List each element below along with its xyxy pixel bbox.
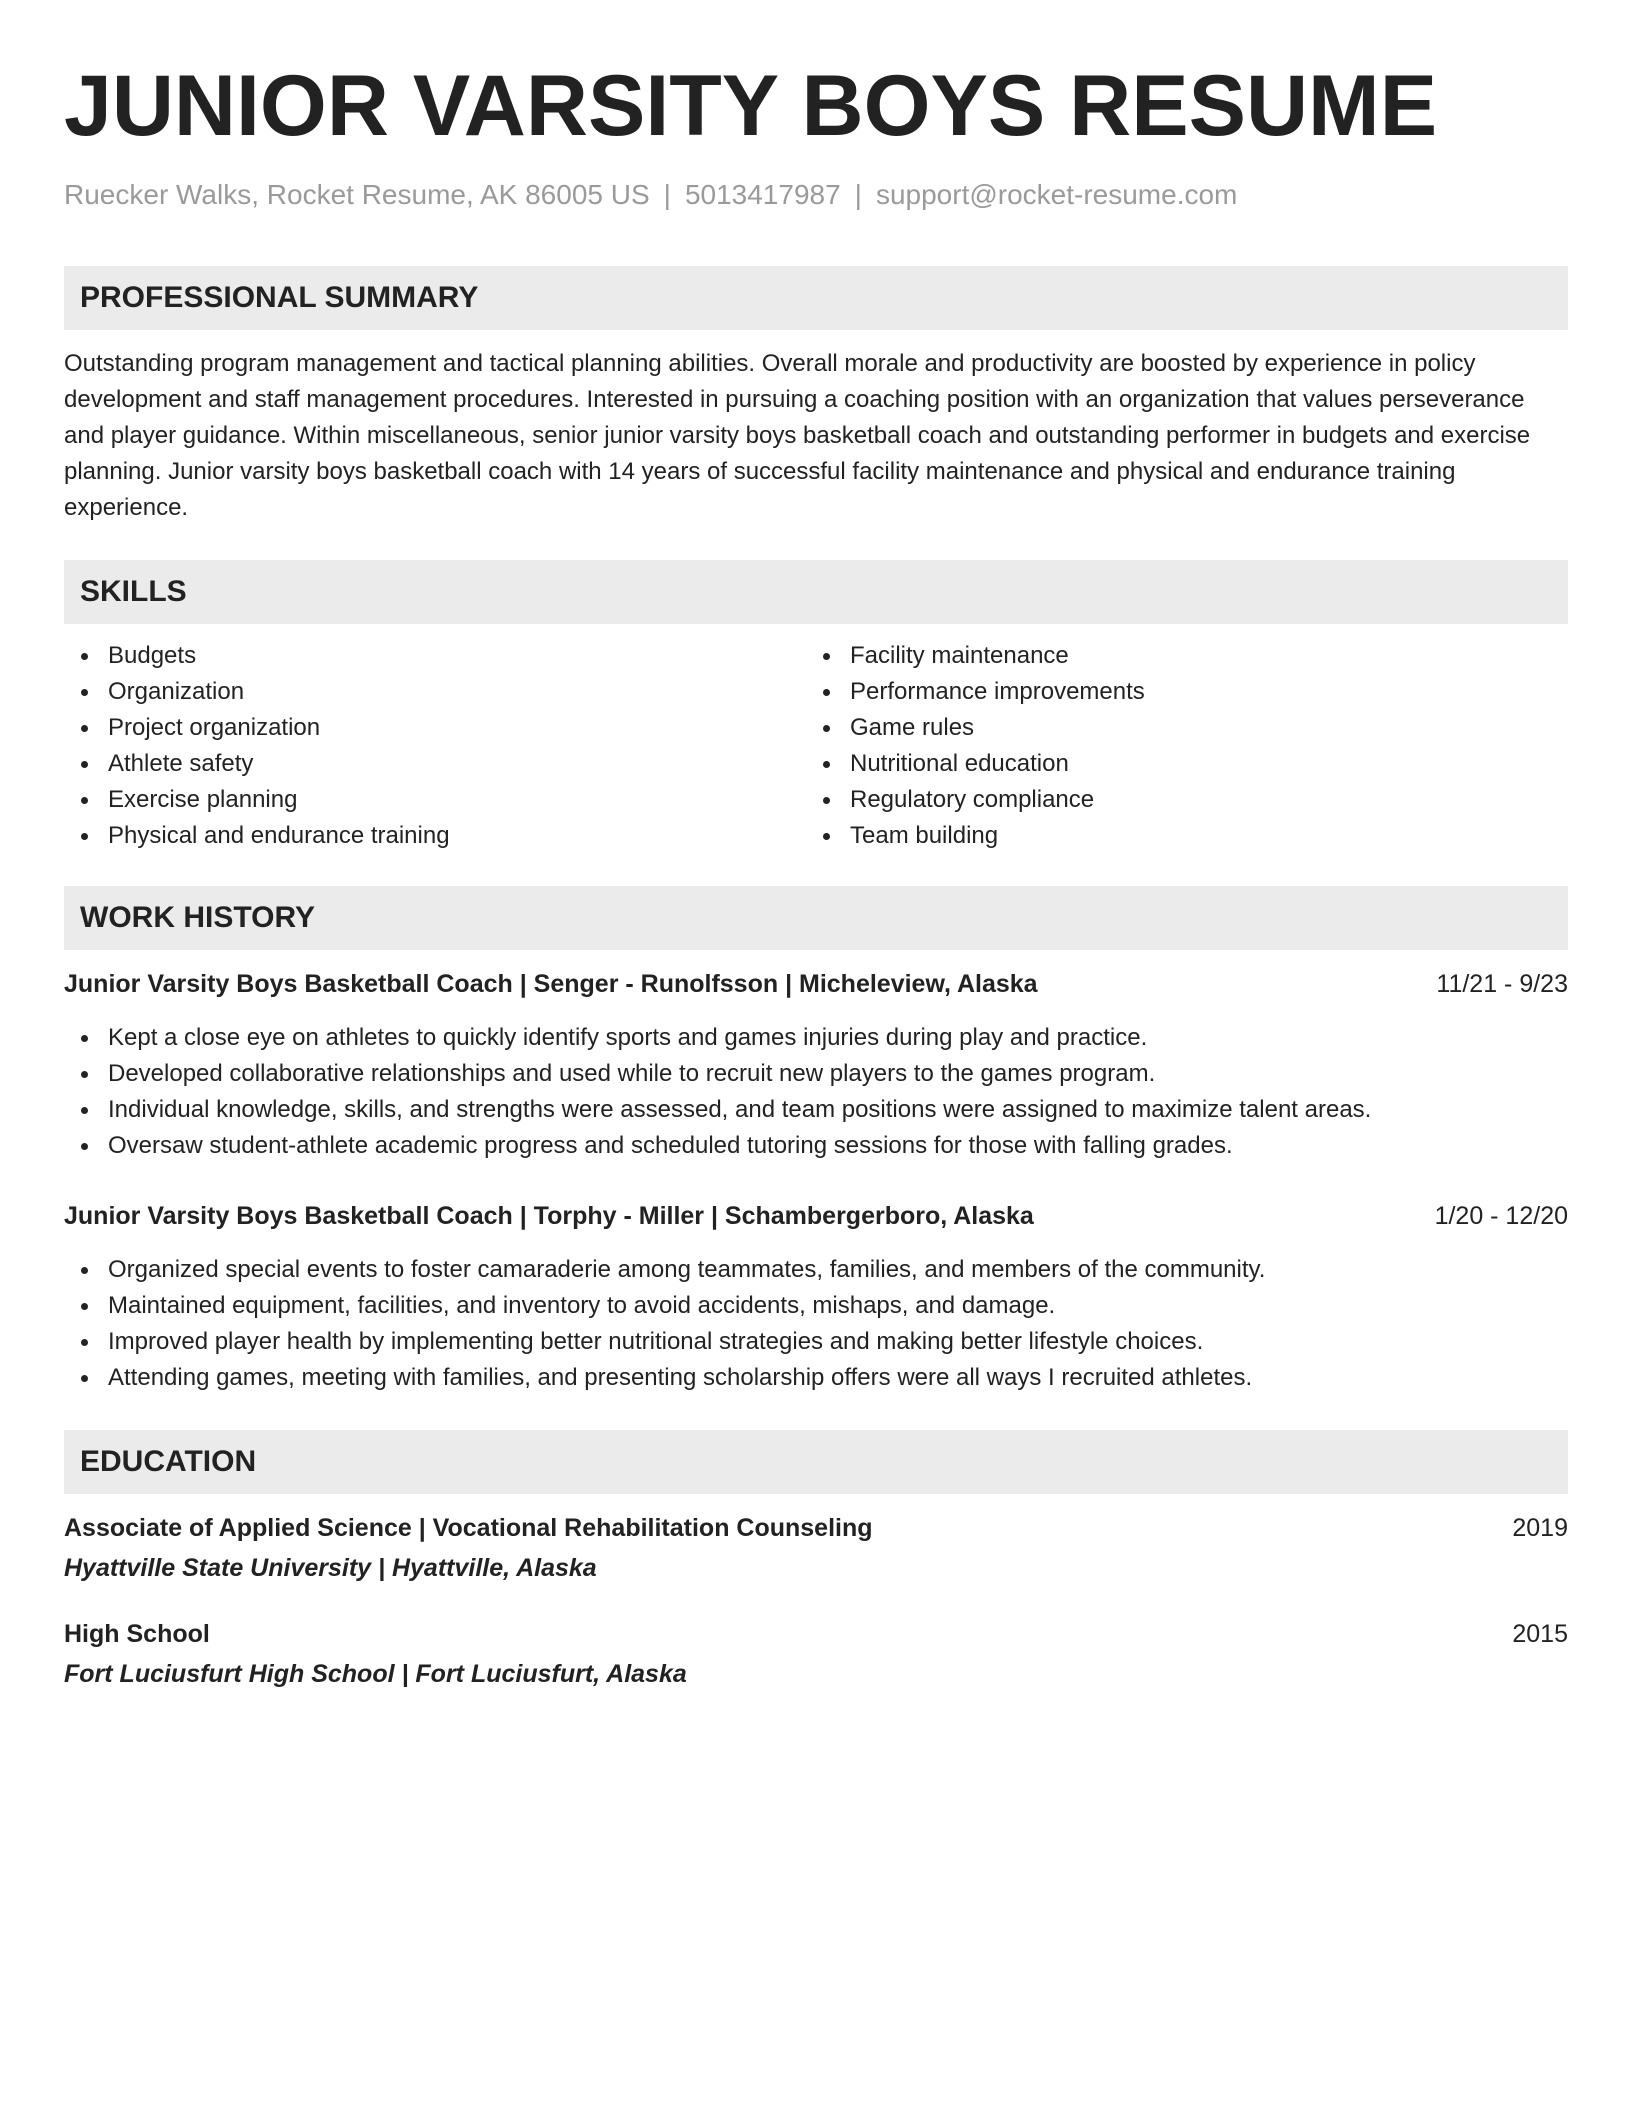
contact-email: support@rocket-resume.com (875, 179, 1238, 210)
education-section-header (64, 1430, 1568, 1494)
skill-item: Nutritional education (806, 746, 1548, 782)
education-entry (64, 1510, 1568, 1586)
job-bullet: Improved player health by implementing better nutritional strategies and making better lifestyle choices. (64, 1324, 1568, 1360)
contact-line (64, 178, 1568, 212)
job-bullets (64, 1020, 1568, 1164)
job-entry (64, 966, 1568, 1164)
skills-column-left (64, 638, 806, 854)
job-header (64, 1198, 1568, 1234)
job-bullet: Kept a close eye on athletes to quickly identify sports and games injuries during play and practice. (64, 1020, 1568, 1056)
job-title: Junior Varsity Boys Basketball Coach | Torphy - Miller | Schambergerboro, Alaska (64, 1202, 1034, 1230)
education-entry (64, 1616, 1568, 1692)
skill-item: Exercise planning (64, 782, 806, 818)
job-dates: 11/21 - 9/23 (1436, 970, 1568, 998)
skill-item: Athlete safety (64, 746, 806, 782)
job-bullet: Maintained equipment, facilities, and inventory to avoid accidents, mishaps, and damage. (64, 1288, 1568, 1324)
skill-item: Facility maintenance (806, 638, 1548, 674)
skill-item: Performance improvements (806, 674, 1548, 710)
contact-separator: | (663, 179, 671, 210)
education-school: Fort Luciusfurt High School | Fort Luciusfurt, Alaska (64, 1660, 687, 1688)
skill-item: Budgets (64, 638, 806, 674)
summary-heading: PROFESSIONAL SUMMARY (80, 281, 479, 314)
education-year: 2019 (1512, 1514, 1568, 1542)
work-section-header (64, 886, 1568, 950)
resume-page (64, 0, 1568, 1692)
summary-section-header (64, 266, 1568, 330)
job-bullet: Individual knowledge, skills, and strengths were assessed, and team positions were assigned to maximize talent areas. (64, 1092, 1568, 1128)
summary-text: Outstanding program management and tactical planning abilities. Overall morale and productivity are boosted by experience in policy development and staff management procedures. Interested in pursuing a coaching position with an organization that values perseverance and player guidance. Within miscellaneous, senior junior varsity boys basketball coach and outstanding performer in budgets and exercise planning. Junior varsity boys basketball coach with 14 years of successful facility maintenance and physical and endurance training experience. (64, 350, 1531, 521)
education-header (64, 1616, 1568, 1652)
skill-item: Organization (64, 674, 806, 710)
job-bullet: Oversaw student-athlete academic progress and scheduled tutoring sessions for those with falling grades. (64, 1128, 1568, 1164)
skills-heading: SKILLS (80, 575, 187, 608)
education-year: 2015 (1512, 1620, 1568, 1648)
contact-separator: | (854, 179, 862, 210)
skills-column-right (806, 638, 1548, 854)
skill-item: Regulatory compliance (806, 782, 1548, 818)
job-bullet: Attending games, meeting with families, and presenting scholarship offers were all ways I recruited athletes. (64, 1360, 1568, 1396)
education-header (64, 1510, 1568, 1546)
resume-title: JUNIOR VARSITY BOYS RESUME (64, 58, 1438, 154)
skill-item: Physical and endurance training (64, 818, 806, 854)
skills-section-header (64, 560, 1568, 624)
job-title: Junior Varsity Boys Basketball Coach | Senger - Runolfsson | Micheleview, Alaska (64, 970, 1038, 998)
contact-phone: 5013417987 (684, 179, 841, 210)
skill-item: Game rules (806, 710, 1548, 746)
job-bullet: Developed collaborative relationships and used while to recruit new players to the games program. (64, 1056, 1568, 1092)
job-entry (64, 1198, 1568, 1396)
job-dates: 1/20 - 12/20 (1434, 1202, 1568, 1230)
education-heading: EDUCATION (80, 1445, 257, 1478)
education-degree: High School (64, 1620, 210, 1648)
job-bullets (64, 1252, 1568, 1396)
education-degree: Associate of Applied Science | Vocational Rehabilitation Counseling (64, 1514, 873, 1542)
job-header (64, 966, 1568, 1002)
skill-item: Project organization (64, 710, 806, 746)
skills-list (64, 638, 1568, 854)
skill-item: Team building (806, 818, 1548, 854)
work-heading: WORK HISTORY (80, 901, 316, 934)
contact-address: Ruecker Walks, Rocket Resume, AK 86005 US (64, 179, 650, 210)
education-school: Hyattville State University | Hyattville, Alaska (64, 1554, 597, 1582)
job-bullet: Organized special events to foster camaraderie among teammates, families, and members of the community. (64, 1252, 1568, 1288)
